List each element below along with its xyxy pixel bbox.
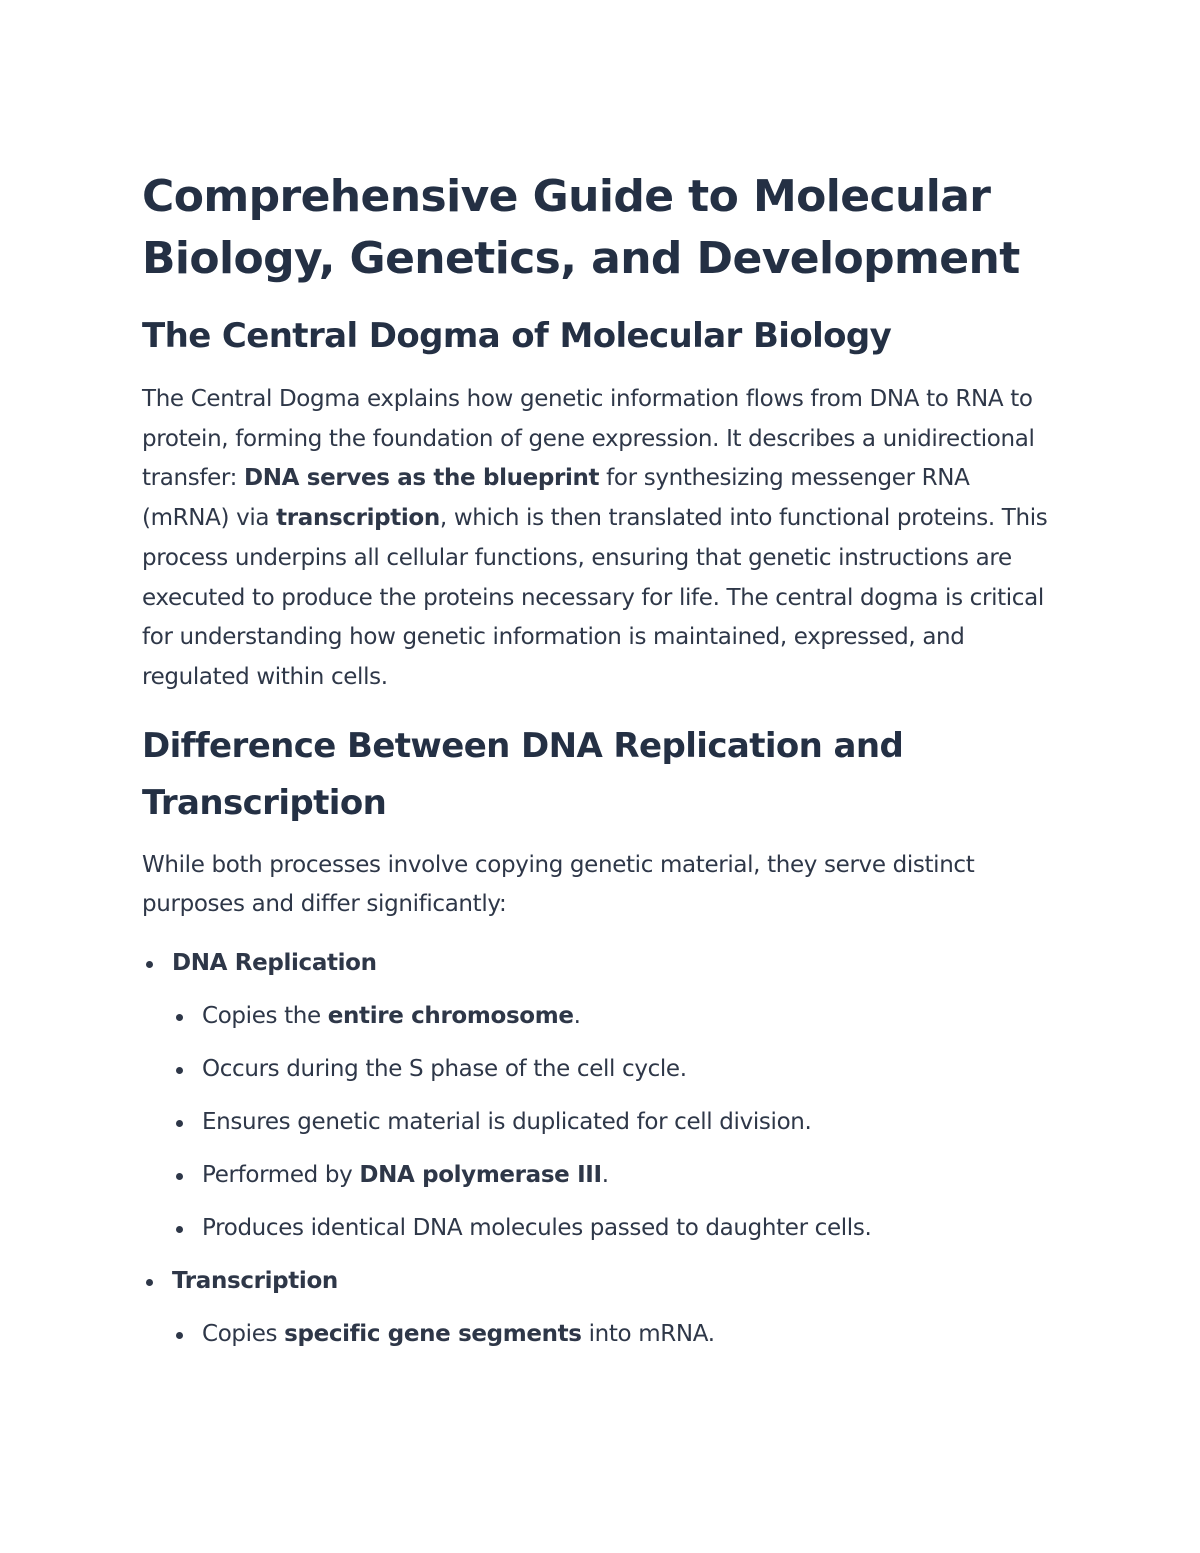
paragraph-text: for synthesizing messenger RNA (mRNA) via xyxy=(142,465,970,532)
list-item: Occurs during the S phase of the cell cycle. xyxy=(172,1030,1062,1083)
bullet-icon xyxy=(176,1173,183,1180)
bullet-icon xyxy=(176,1332,183,1339)
bullet-icon xyxy=(146,961,153,968)
transcription-sublist xyxy=(172,1295,1062,1348)
replication-sublist xyxy=(172,977,1062,1242)
bullet-icon xyxy=(176,1226,183,1233)
bullet-icon xyxy=(146,1279,153,1286)
section-heading-central-dogma: The Central Dogma of Molecular Biology xyxy=(142,316,892,356)
page-title: Comprehensive Guide to Molecular Biology, Genetics, and Development xyxy=(142,171,1020,284)
list-item: Produces identical DNA molecules passed to daughter cells. xyxy=(172,1189,1062,1242)
list-item-label: Transcription xyxy=(172,1268,338,1295)
comparison-list xyxy=(142,937,1062,1348)
section-heading-replication-vs-transcription: Difference Between DNA Replication and Transcription xyxy=(142,725,904,823)
paragraph-text: , which is then translated into functional proteins. This process underpins all cellular functions, ensuring that genetic instructions are executed to produce the proteins necessary for life. The central dogma is critical for understanding how genetic information is maintained, expressed, and regulated within cells. xyxy=(142,505,1048,690)
document-page xyxy=(142,166,1062,1348)
list-item-transcription xyxy=(142,1242,1062,1348)
list-item: Copies the entire chromosome. xyxy=(172,977,1062,1030)
bold-transcription: transcription xyxy=(276,505,440,532)
central-dogma-paragraph xyxy=(142,380,1062,698)
list-item-label: DNA Replication xyxy=(172,950,377,977)
bullet-icon xyxy=(176,1014,183,1021)
list-item: Copies specific gene segments into mRNA. xyxy=(172,1295,1062,1348)
bullet-icon xyxy=(176,1067,183,1074)
list-item: Ensures genetic material is duplicated for cell division. xyxy=(172,1083,1062,1136)
bullet-icon xyxy=(176,1120,183,1127)
list-item-dna-replication xyxy=(142,937,1062,1242)
paragraph-text: The Central Dogma explains how genetic information flows from DNA to RNA to protein, forming the foundation of gene expression. It describes a unidirectional transfer: xyxy=(142,386,1035,492)
comparison-lead-paragraph: While both processes involve copying genetic material, they serve distinct purposes and differ significantly: xyxy=(142,851,975,918)
bold-dna-blueprint: DNA serves as the blueprint xyxy=(244,465,600,492)
list-item: Performed by DNA polymerase III. xyxy=(172,1136,1062,1189)
